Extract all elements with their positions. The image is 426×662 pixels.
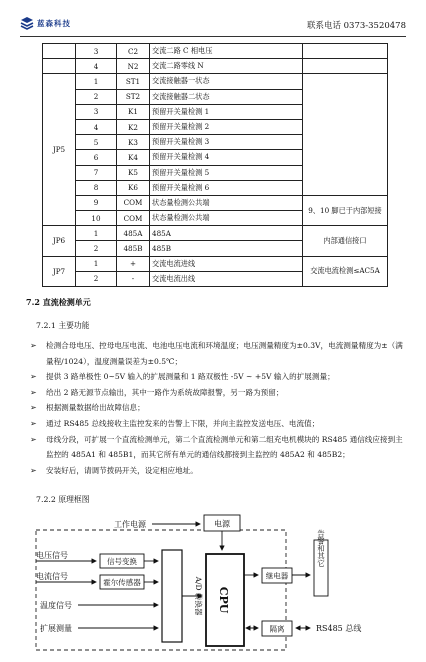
pin-number-cell: 4 [76, 119, 117, 134]
description-cell: 状态量检测公共端 [150, 195, 303, 210]
pin-number-cell: 10 [76, 211, 117, 226]
arrow-bullet-icon: ➢ [30, 434, 37, 444]
signal-cell: COM [117, 195, 150, 210]
description-cell: 交流接触器二状态 [150, 89, 303, 104]
pin-number-cell: 1 [76, 226, 117, 241]
list-item-text: 根据测量数据给出故障信息； [46, 403, 145, 413]
list-item-text: 通过 RS485 总线接收主监控发来的告警上下限，并向主监控发送电压、电流值； [46, 418, 320, 428]
signal-cell: ST2 [117, 89, 150, 104]
signal-cell: C2 [117, 44, 150, 59]
signal-cell: K5 [117, 165, 150, 180]
description-cell: 预留开关量检测 3 [150, 135, 303, 150]
group-cell [43, 59, 76, 74]
subsection-functions: 7.2.1 主要功能 [36, 321, 90, 330]
expansion-label: 扩展测量 [40, 624, 72, 633]
cpu-label: CPU [217, 586, 230, 614]
pin-number-cell: 1 [76, 74, 117, 89]
description-cell: 485B [150, 241, 303, 256]
ad-converter-label: A/D 转换器 [194, 576, 203, 616]
temperature-signal-label: 温度信号 [40, 601, 72, 610]
pin-number-cell: 2 [76, 271, 117, 286]
rs485-bus-label: RS485 总线 [316, 624, 362, 633]
list-item [30, 416, 406, 432]
signal-cell: COM [117, 211, 150, 226]
signal-cell: K6 [117, 180, 150, 195]
pin-number-cell: 1 [76, 256, 117, 271]
signal-cell: K2 [117, 119, 150, 134]
current-signal-label: 电流信号 [36, 572, 68, 581]
remark-cell [303, 59, 388, 74]
power-label: 电源 [214, 519, 230, 529]
arrow-bullet-icon: ➢ [30, 418, 37, 428]
table-row [43, 256, 388, 271]
company-name: 蓝森科技 [37, 18, 71, 28]
list-item [30, 400, 406, 416]
section-title: 7.2 直流检测单元 [26, 297, 91, 307]
signal-transform-label: 信号变换 [107, 557, 137, 566]
signal-cell: K3 [117, 135, 150, 150]
description-cell: 交流二路 C 相电压 [150, 44, 303, 59]
list-item-text: 检测合母电压、控母电压电流、电池电压电流和环境温度；电压测量精度为±0.3V，电流测量精度为±（满量程/1024），温度测量误差为±0.5℃； [46, 341, 403, 366]
description-cell: 预留开关量检测 1 [150, 104, 303, 119]
pin-table [42, 43, 388, 287]
description-cell: 交流二路零线 N [150, 59, 303, 74]
remark-cell [303, 44, 388, 59]
jp5-label-cell: JP5 [43, 74, 76, 226]
list-item [30, 432, 406, 463]
list-item-text: 给出 2 路无源节点输出，其中一路作为系统故障报警，另一路为预留； [46, 387, 284, 397]
pin-number-cell: 2 [76, 241, 117, 256]
signal-cell: K4 [117, 150, 150, 165]
ad-converter-box [162, 550, 182, 642]
jp6-label-cell: JP6 [43, 226, 76, 256]
alarm-label: 告警和其它 [316, 529, 326, 567]
arrow-bullet-icon: ➢ [30, 341, 37, 350]
arrow-bullet-icon: ➢ [30, 387, 37, 397]
subsection-block-diagram: 7.2.2 原理框图 [36, 495, 90, 504]
description-cell: 485A [150, 226, 303, 241]
pin-number-cell: 5 [76, 135, 117, 150]
table-row [43, 195, 388, 210]
contact-phone: 联系电话 0373-3520478 [306, 21, 406, 31]
table-row [43, 74, 388, 89]
hall-sensor-label: 霍尔传感器 [103, 578, 141, 587]
function-list [30, 338, 406, 478]
signal-cell: K1 [117, 104, 150, 119]
isolation-label: 隔离 [269, 624, 285, 634]
description-cell: 交流电流进线 [150, 256, 303, 271]
description-cell: 状态量检测公共端 [150, 211, 303, 226]
pin-number-cell: 3 [76, 104, 117, 119]
table-row [43, 226, 388, 241]
pin-number-cell: 4 [76, 59, 117, 74]
signal-cell: + [117, 256, 150, 271]
table-row [43, 59, 388, 74]
group-cell [43, 44, 76, 59]
list-item [30, 463, 406, 479]
block-diagram [34, 510, 404, 655]
list-item-text: 安装好后，请调节拨码开关，设定相应地址。 [46, 465, 198, 475]
company-logo [20, 16, 71, 30]
list-item [30, 369, 406, 385]
description-cell: 预留开关量检测 6 [150, 180, 303, 195]
module-boundary [36, 530, 286, 650]
pin-number-cell: 7 [76, 165, 117, 180]
relay-label: 继电器 [265, 571, 289, 581]
list-item-text: 提供 3 路单极性 0~5V 输入的扩展测量和 1 路双极性 -5V ~ +5V 输入的扩展测量； [46, 372, 335, 382]
remark-cell [303, 74, 388, 196]
list-item [30, 338, 406, 369]
pin-number-cell: 9 [76, 195, 117, 210]
table-row [43, 44, 388, 59]
voltage-signal-label: 电压信号 [36, 551, 68, 560]
list-item-text: 母线分段，可扩展一个直流检测单元，第二个直流检测单元和第二组充电机模块的 RS485 通信线应接到主监控的 485A1 和 485B1，而其它所有单元的通信线都接到主监控的 485A2 和 485B2； [46, 434, 403, 460]
pin-number-cell: 2 [76, 89, 117, 104]
page-header [20, 14, 406, 37]
signal-cell: 485A [117, 226, 150, 241]
description-cell: 交流电流出线 [150, 271, 303, 286]
signal-cell: - [117, 271, 150, 286]
list-item [30, 385, 406, 401]
jp7-remark-cell: 交流电流检测≤AC5A [303, 256, 388, 286]
description-cell: 交流接触器一状态 [150, 74, 303, 89]
arrow-bullet-icon: ➢ [30, 372, 37, 382]
work-power-label: 工作电源 [114, 520, 146, 529]
signal-cell: N2 [117, 59, 150, 74]
signal-cell: ST1 [117, 74, 150, 89]
arrow-bullet-icon: ➢ [30, 403, 37, 413]
description-cell: 预留开关量检测 2 [150, 119, 303, 134]
description-cell: 预留开关量检测 5 [150, 165, 303, 180]
company-logo-icon [20, 16, 34, 30]
signal-cell: 485B [117, 241, 150, 256]
jp7-label-cell: JP7 [43, 256, 76, 286]
pin-number-cell: 3 [76, 44, 117, 59]
arrow-bullet-icon: ➢ [30, 465, 37, 475]
description-cell: 预留开关量检测 4 [150, 150, 303, 165]
pin-number-cell: 8 [76, 180, 117, 195]
jp5-remark-cell: 9、10 脚已于内部短接 [303, 195, 388, 225]
pin-number-cell: 6 [76, 150, 117, 165]
jp6-remark-cell: 内部通信接口 [303, 226, 388, 256]
